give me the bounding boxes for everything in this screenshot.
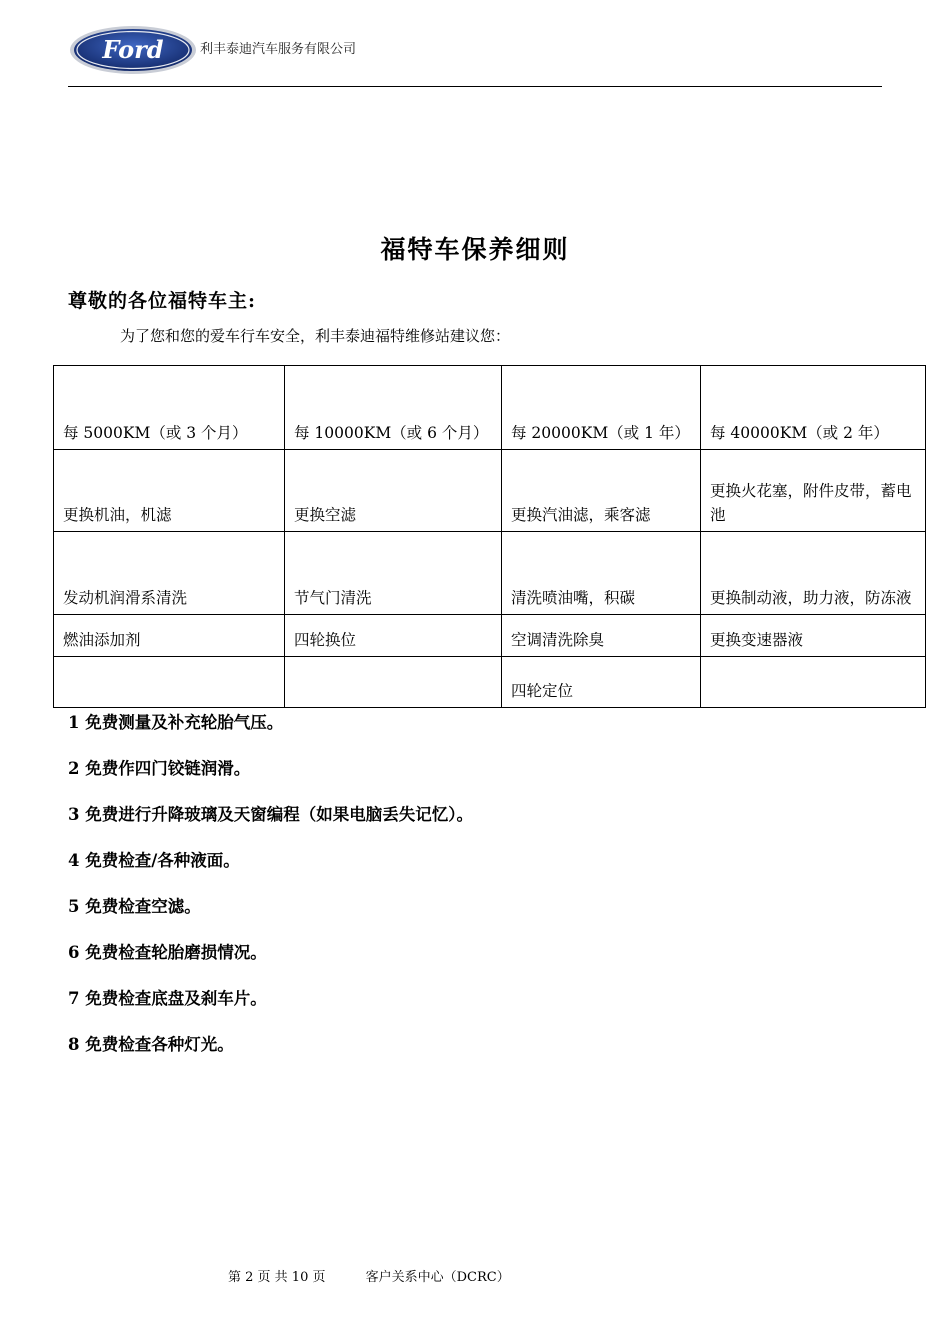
table-row xyxy=(54,615,926,657)
ford-logo-icon xyxy=(68,24,198,76)
table-cell: 更换汽油滤，乘客滤 xyxy=(502,450,701,532)
page-footer xyxy=(228,1266,510,1285)
table-header-cell: 每 20000KM（或 1 年） xyxy=(502,366,701,450)
table-cell: 更换变速器液 xyxy=(701,615,926,657)
greeting: 尊敬的各位福特车主: xyxy=(68,290,257,312)
table-cell xyxy=(285,657,502,708)
intro-text: 为了您和您的爱车行车安全，利丰泰迪福特维修站建议您： xyxy=(120,327,511,345)
table-header-row xyxy=(54,366,926,450)
list-item: 3 免费进行升降玻璃及天窗编程（如果电脑丢失记忆）。 xyxy=(68,805,473,824)
page-number: 第 2 页 共 10 页 xyxy=(228,1270,326,1285)
table-cell: 节气门清洗 xyxy=(285,532,502,615)
logo-text: Ford xyxy=(102,35,164,64)
table-cell: 更换制动液，助力液，防冻液 xyxy=(701,532,926,615)
maintenance-table xyxy=(53,365,926,708)
table-cell: 燃油添加剂 xyxy=(54,615,285,657)
table-cell: 四轮换位 xyxy=(285,615,502,657)
page-title: 福特车保养细则 xyxy=(380,235,570,264)
table-header-cell: 每 40000KM（或 2 年） xyxy=(701,366,926,450)
table-row xyxy=(54,657,926,708)
page-header xyxy=(68,22,882,87)
list-item: 7 免费检查底盘及刹车片。 xyxy=(68,989,267,1008)
table-cell: 更换火花塞，附件皮带，蓄电池 xyxy=(701,450,926,532)
list-item: 2 免费作四门铰链润滑。 xyxy=(68,759,251,778)
list-item: 4 免费检查/各种液面。 xyxy=(68,851,240,870)
table-row xyxy=(54,532,926,615)
table-row xyxy=(54,450,926,532)
list-item: 6 免费检查轮胎磨损情况。 xyxy=(68,943,267,962)
list-item: 5 免费检查空滤。 xyxy=(68,897,201,916)
table-cell: 发动机润滑系清洗 xyxy=(54,532,285,615)
table-cell: 空调清洗除臭 xyxy=(502,615,701,657)
list-item: 8 免费检查各种灯光。 xyxy=(68,1035,234,1054)
table-cell: 更换机油，机滤 xyxy=(54,450,285,532)
list-item: 1 免费测量及补充轮胎气压。 xyxy=(68,713,284,732)
footer-department: 客户关系中心（DCRC） xyxy=(365,1270,510,1285)
free-services-list xyxy=(68,710,473,1078)
company-name: 利丰泰迪汽车服务有限公司 xyxy=(200,42,357,57)
table-cell xyxy=(54,657,285,708)
table-header-cell: 每 5000KM（或 3 个月） xyxy=(54,366,285,450)
table-header-cell: 每 10000KM（或 6 个月） xyxy=(285,366,502,450)
table-cell: 清洗喷油嘴，积碳 xyxy=(502,532,701,615)
table-cell: 更换空滤 xyxy=(285,450,502,532)
table-cell xyxy=(701,657,926,708)
table-cell: 四轮定位 xyxy=(502,657,701,708)
